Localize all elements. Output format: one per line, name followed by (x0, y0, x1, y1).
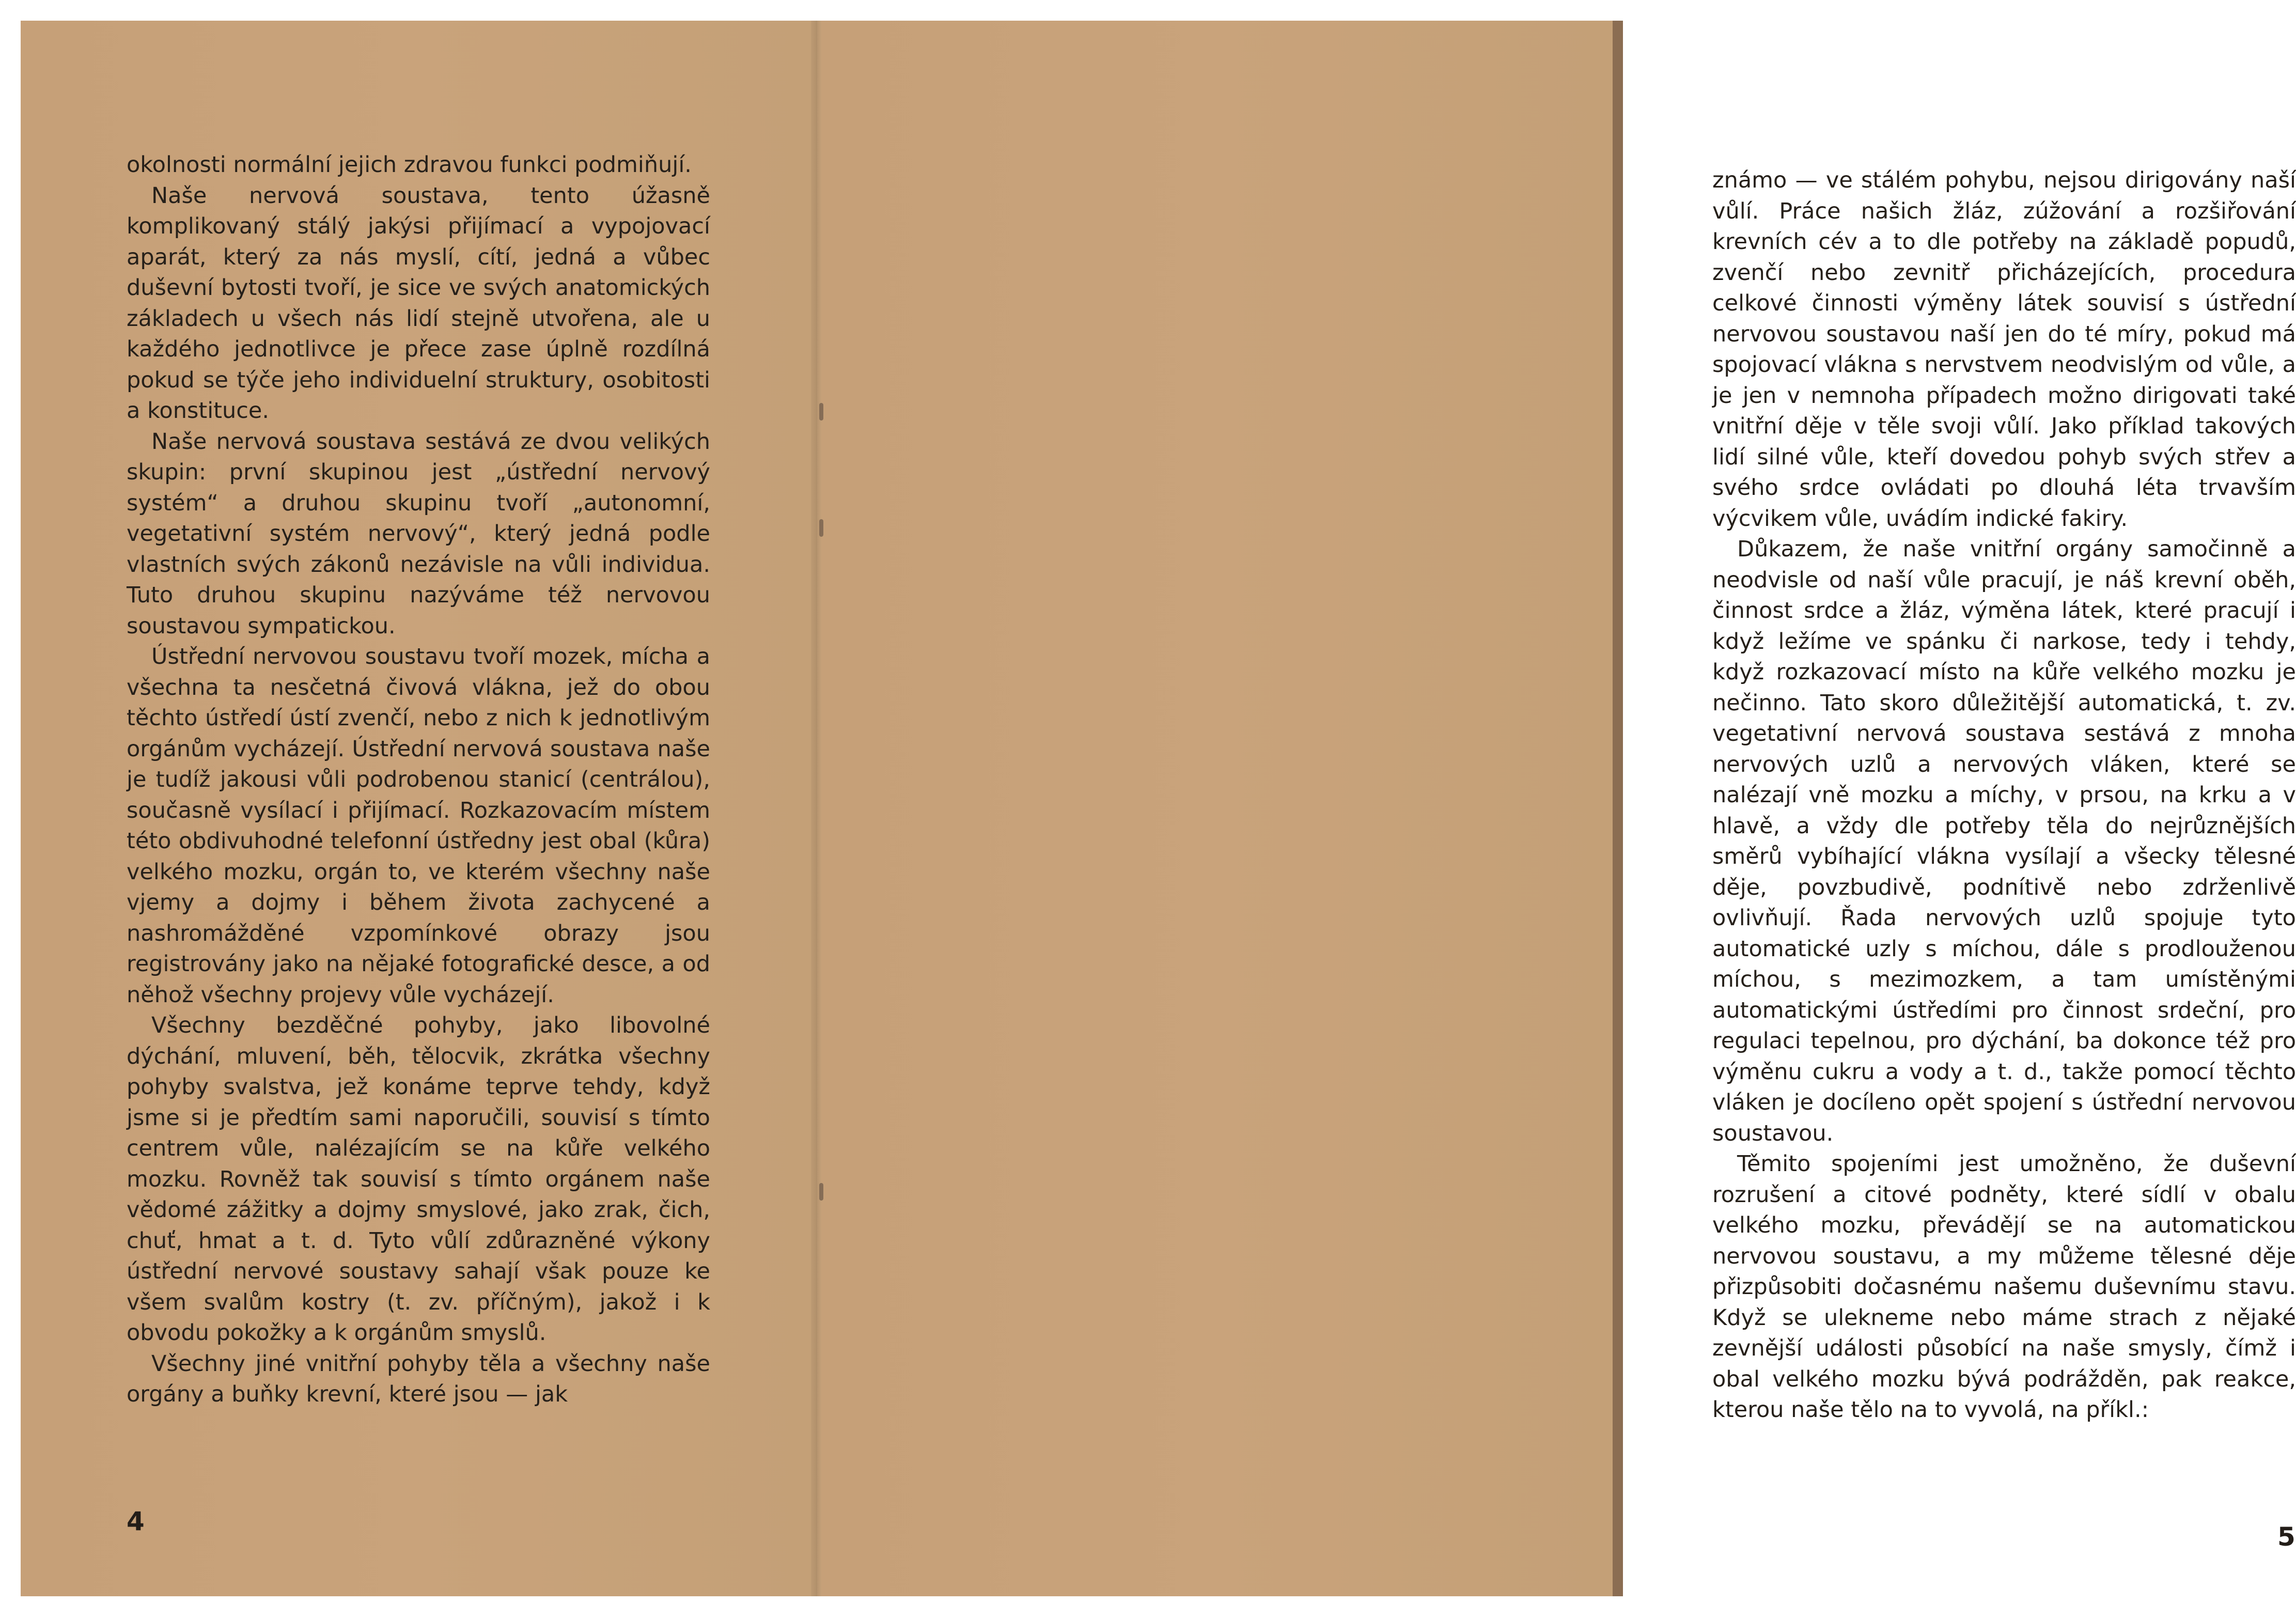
left-paragraph-6: Všechny jiné vnitřní pohyby těla a všechny naše orgány a buňky krevní, které jsou — jak (127, 1350, 710, 1407)
left-text-column (127, 150, 710, 1410)
spine-staple-top (819, 403, 823, 421)
right-page-number: 5 (2277, 1522, 2295, 1552)
spine-staple-bottom (819, 1183, 823, 1201)
left-paragraph-2: Naše nervová soustava, tento úžasně komplikovaný stálý jakýsi přijímací a vypojovací aparát, který za nás myslí, cítí, jedná a vůbec duševní bytosti tvoří, je sice ve svých anatomických základech u všech nás lidí stejně utvořena, ale u každého jednotlivce je přece zase úplně rozdílná pokud se týče jeho individuelní struktury, osobitosti a konstituce. (127, 182, 710, 424)
spine-staple-middle (819, 519, 823, 537)
left-paragraph-5: Všechny bezděčné pohyby, jako libovolné dýchání, mluvení, běh, tělocvik, zkrátka všechny pohyby svalstva, jež konáme teprve tehdy, když jsme si je předtím sami naporučili, souvisí s tímto centrem vůle, nalézajícím se na kůře velkého mozku. Rovněž tak souvisí s tímto orgánem naše vědomé zážitky a dojmy smyslové, jako zrak, čich, chuť, hmat a t. d. Tyto vůlí zdůrazněné výkony ústřední nervové soustavy sahají však pouze ke všem svalům kostry (t. zv. příčným), jakož i k obvodu pokožky a k orgánům smyslů. (127, 1013, 710, 1346)
right-page (816, 21, 2296, 1596)
right-paragraph-2: Důkazem, že naše vnitřní orgány samočinně a neodvisle od naší vůle pracují, je náš krevní oběh, činnost srdce a žláz, výměna látek, které pracují i když ležíme ve spánku či narkose, tedy i tehdy, když rozkazovací místo na kůře velkého mozku je nečinno. Tato skoro důležitější automatická, t. zv. vegetativní nervová soustava sestává z mnoha nervových uzlů a nervových vláken, které se nalézají vně mozku a míchy, v prsou, na krku a v hlavě, a vždy dle potřeby těla do nejrůznějších směrů vybíhající vlákna vysílají a všecky tělesné děje, povzbudivě, podnítivě nebo zdrženlivě ovlivňují. Řada nervových uzlů spojuje tyto automatické uzly s míchou, dále s prodlouženou míchou, s mezimozkem, a tam umístěnými automatickými ústředími pro činnost srdeční, pro regulaci tepelnou, pro dýchání, ba dokonce též pro výměnu cukru a vody a t. d., takže pomocí těchto vláken je docíleno opět spojení s ústřední nervovou soustavou. (1712, 536, 2296, 1146)
booklet-spread (21, 21, 2296, 1596)
left-paragraph-3: Naše nervová soustava sestává ze dvou velikých skupin: první skupinou jest „ústřední nervový systém“ a druhou skupinu tvoří „autonomní, vegetativní systém nervový“, který jedná podle vlastních svých zákonů nezávisle na vůli individua. Tuto druhou skupinu nazýváme též nervovou soustavou sympatickou. (127, 428, 710, 639)
booklet-spine (811, 21, 821, 1596)
right-text-column (1712, 165, 2296, 1426)
left-page (21, 21, 817, 1596)
right-paragraph-1: známo — ve stálém pohybu, nejsou dirigovány naší vůlí. Práce našich žláz, zúžování a rozšiřování krevních cév a to dle potřeby na základě popudů, zvenčí nebo zevnitř přicházejících, procedura celkové činnosti výměny látek souvisí s ústřední nervovou soustavou naší jen do té míry, pokud má spojovací vlákna s nervstvem neodvislým od vůle, a je jen v nemnoha případech možno dirigovati také vnitřní děje v těle svoji vůlí. Jako příklad takových lidí silné vůle, kteří dovedou pohyb svých střev a svého srdce ovládati po dlouhá léta trvavším výcvikem vůle, uvádím indické fakiry. (1712, 167, 2296, 532)
left-paragraph-4: Ústřední nervovou soustavu tvoří mozek, mícha a všechna ta nesčetná čivová vlákna, jež do obou těchto ústředí ústí zvenčí, nebo z nich k jednotlivým orgánům vycházejí. Ústřední nervová soustava naše je tudíž jakousi vůli podrobenou stanicí (centrálou), současně vysílací i přijímací. Rozkazovacím místem této obdivuhodné telefonní ústředny jest obal (kůra) velkého mozku, orgán to, ve kterém všechny naše vjemy a dojmy i během života zachycené a nashromážděné vzpomínkové obrazy jsou registrovány jako na nějaké fotografické desce, a od něhož všechny projevy vůle vycházejí. (127, 644, 710, 1008)
left-page-number: 4 (127, 1506, 145, 1536)
left-paragraph-1: okolnosti normální jejich zdravou funkci podmiňují. (127, 152, 692, 178)
right-paragraph-3: Těmito spojeními jest umožněno, že duševní rozrušení a citové podněty, které sídlí v obalu velkého mozku, převádějí se na automatickou nervovou soustavu, a my můžeme tělesné děje přizpůsobiti dočasnému našemu duševnímu stavu. Když se ulekneme nebo máme strach z nějaké zevnější události působící na naše smysly, čímž i obal velkého mozku bývá podrážděn, pak reakce, kterou naše tělo na to vyvolá, na příkl.: (1712, 1151, 2296, 1423)
